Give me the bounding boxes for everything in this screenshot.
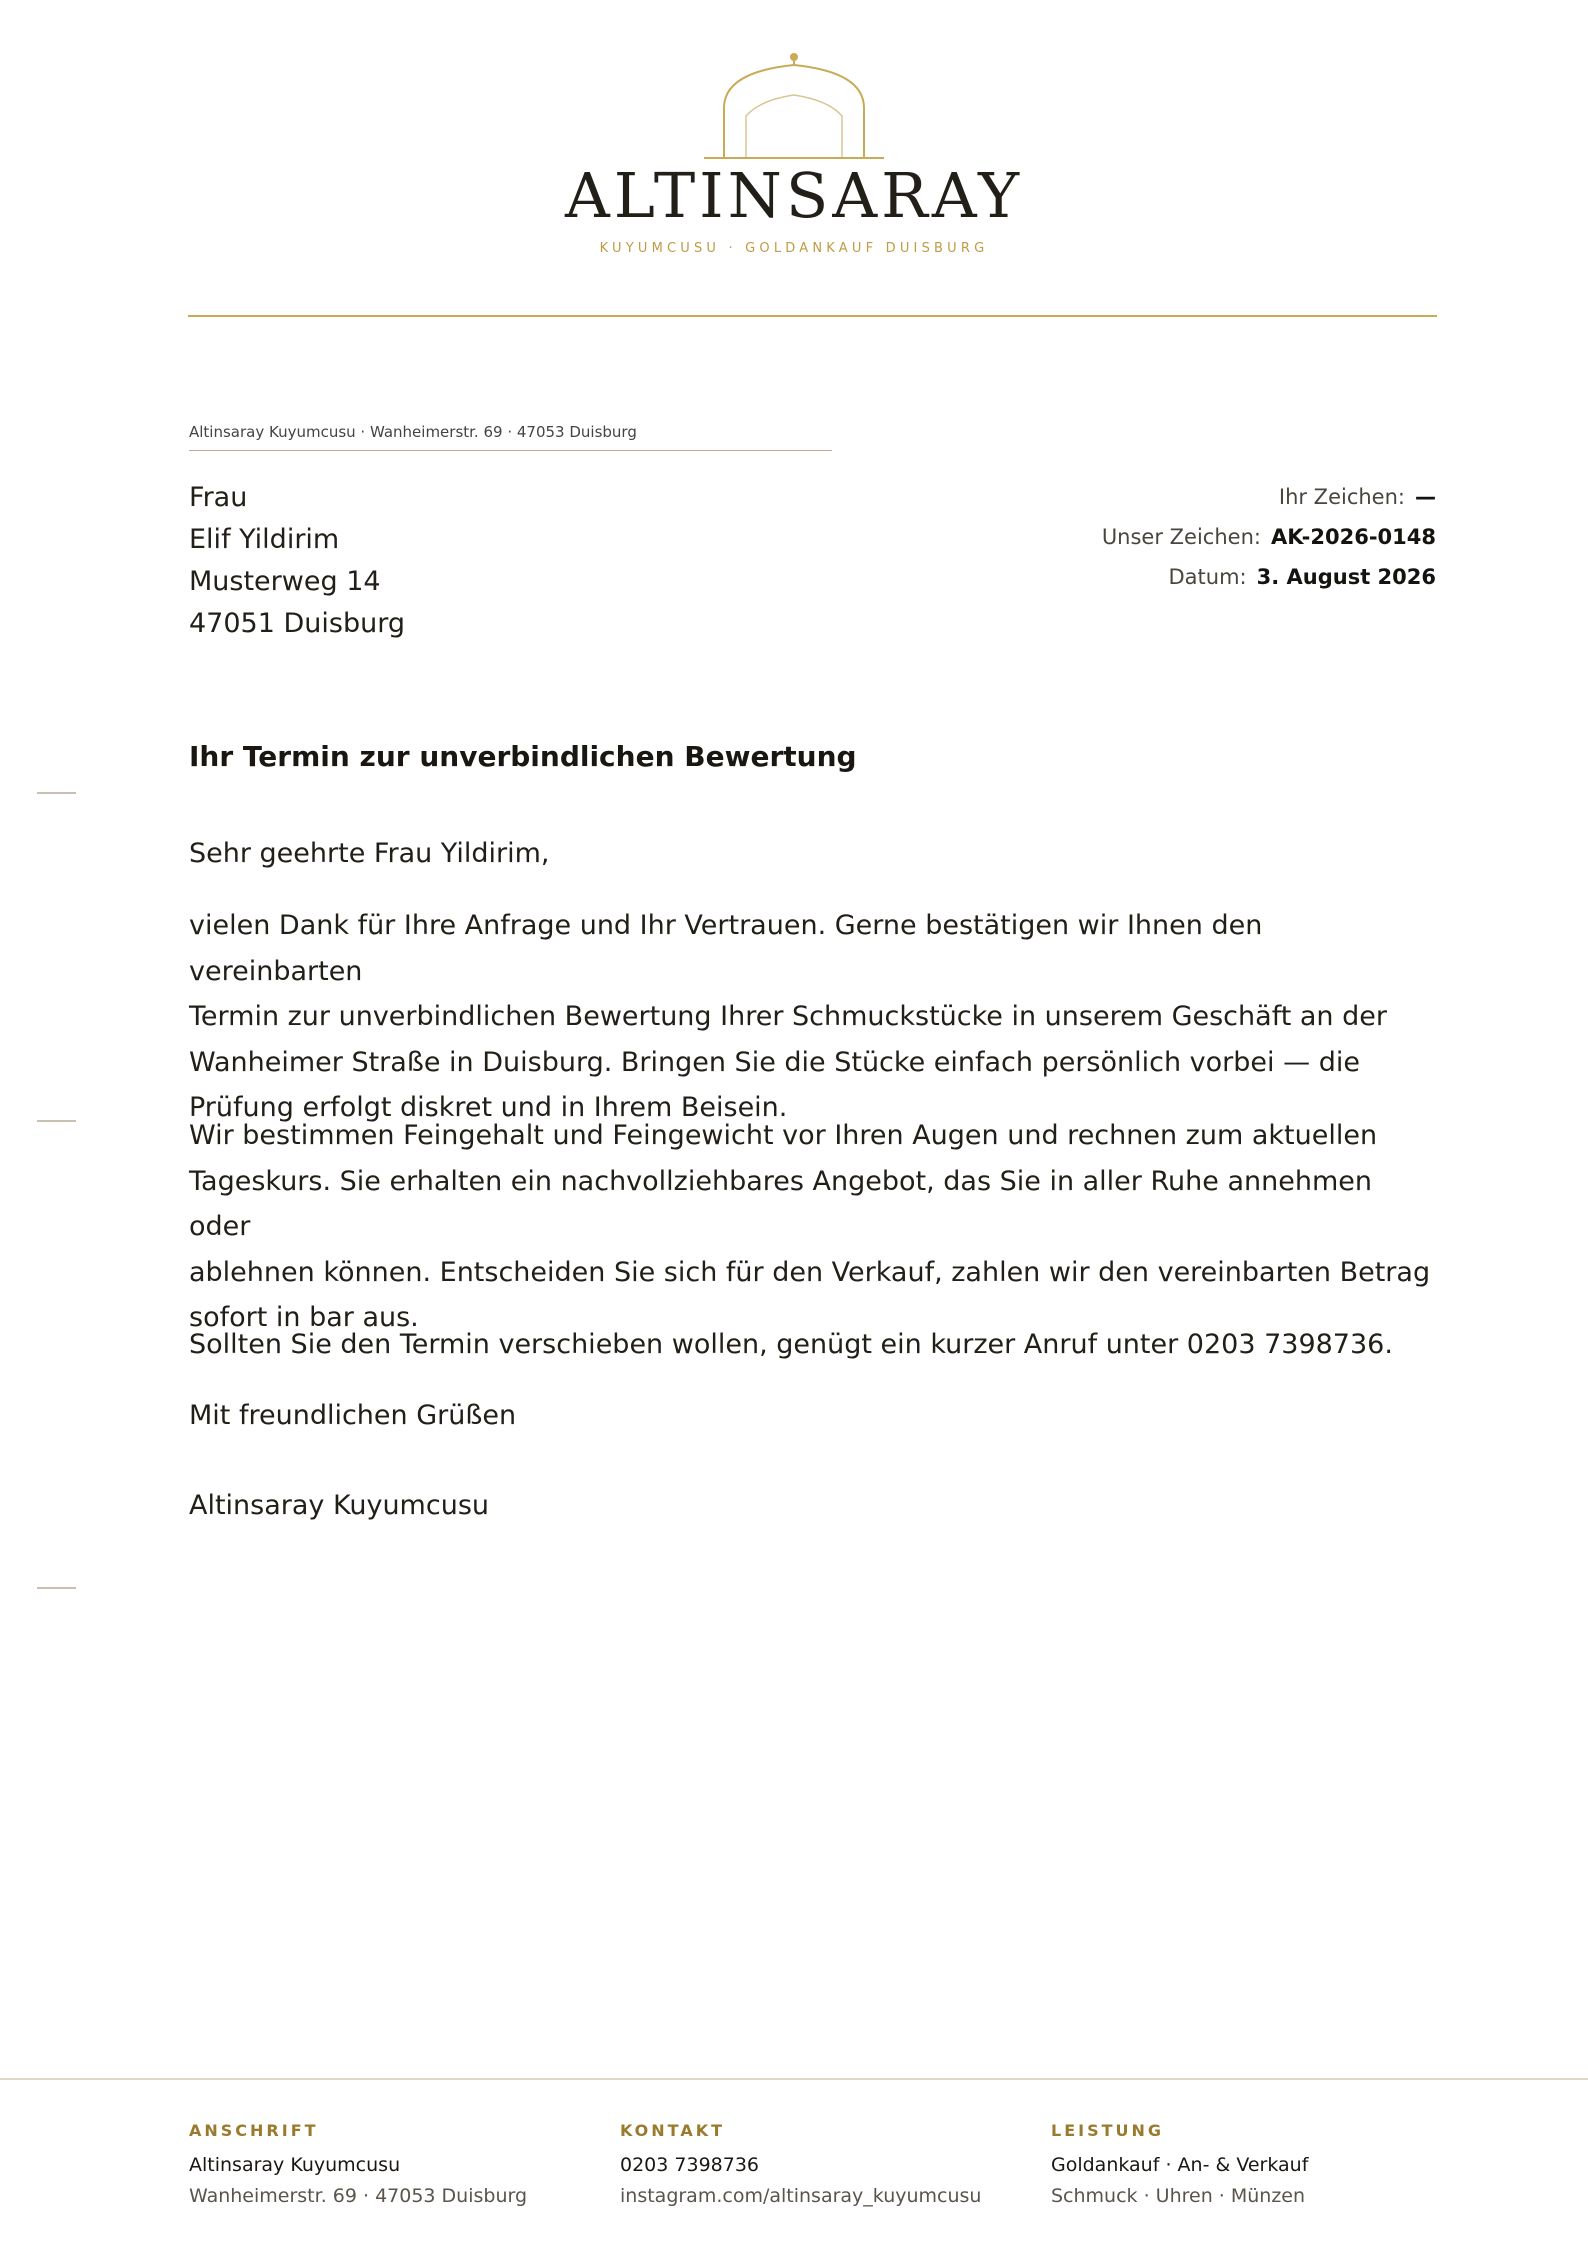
paragraph-line: Termin zur unverbindlichen Bewertung Ihrer Schmuckstücke in unserem Geschäft an der xyxy=(189,1001,1387,1032)
fold-mark xyxy=(37,792,76,794)
paragraph-line: Wanheimer Straße in Duisburg. Bringen Sie die Stücke einfach persönlich vorbei — die xyxy=(189,1046,1360,1078)
fold-mark xyxy=(37,1120,76,1122)
recipient-city: 47051 Duisburg xyxy=(189,608,405,639)
brand-tagline: KUYUMCUSU · GOLDANKAUF DUISBURG xyxy=(599,241,989,256)
footer-phone: 0203 7398736 xyxy=(620,2154,760,2176)
ref-label: Datum: xyxy=(1168,565,1247,589)
recipient-address xyxy=(189,477,405,645)
letter-signature: Altinsaray Kuyumcusu xyxy=(189,1490,489,1521)
ref-label: Ihr Zeichen: xyxy=(1278,485,1405,509)
body-paragraph-1 xyxy=(189,903,1439,1131)
footer-contact xyxy=(620,2121,981,2210)
footer-line: Wanheimerstr. 69 · 47053 Duisburg xyxy=(189,2185,528,2207)
paragraph-line: sofort in bar aus. xyxy=(189,1302,419,1333)
recipient-street: Musterweg 14 xyxy=(189,566,381,597)
footer-heading: LEISTUNG xyxy=(1051,2121,1165,2140)
ref-value: AK-2026-0148 xyxy=(1270,525,1436,549)
ref-label: Unser Zeichen: xyxy=(1101,525,1261,549)
letter-subject: Ihr Termin zur unverbindlichen Bewertung xyxy=(189,740,857,773)
paragraph-line: Prüfung erfolgt diskret und in Ihrem Beisein. xyxy=(189,1092,788,1123)
ref-value: 3. August 2026 xyxy=(1256,565,1436,589)
header-divider xyxy=(188,315,1437,317)
footer-address xyxy=(189,2121,527,2210)
fold-mark xyxy=(37,1587,76,1589)
ref-unser-zeichen xyxy=(1102,517,1436,557)
dome-icon xyxy=(690,50,898,160)
letter-salutation: Sehr geehrte Frau Yildirim, xyxy=(189,838,550,869)
paragraph-line: ablehnen können. Entscheiden Sie sich für den Verkauf, zahlen wir den vereinbarten Betrag xyxy=(189,1256,1431,1288)
paragraph-line: vielen Dank für Ihre Anfrage und Ihr Vertrauen. Gerne bestätigen wir Ihnen den vereinbarten xyxy=(189,910,1263,987)
body-paragraph-3: Sollten Sie den Termin verschieben wollen, genügt ein kurzer Anruf unter 0203 7398736. xyxy=(189,1329,1393,1360)
footer-instagram-link: instagram.com/altinsaray_kuyumcusu xyxy=(620,2185,982,2207)
sender-divider xyxy=(189,450,832,451)
brand-name: ALTINSARAY xyxy=(564,159,1024,232)
footer-heading: KONTAKT xyxy=(620,2121,726,2140)
ref-ihr-zeichen xyxy=(1102,477,1436,517)
body-paragraph-2 xyxy=(189,1113,1439,1341)
reference-block xyxy=(1102,477,1436,597)
paragraph-line: Wir bestimmen Feingehalt und Feingewicht vor Ihren Augen und rechnen zum aktuellen xyxy=(189,1120,1378,1151)
letter-closing: Mit freundlichen Grüßen xyxy=(189,1400,517,1431)
ref-value: — xyxy=(1415,485,1436,509)
footer-service xyxy=(1051,2121,1308,2210)
footer-line: Goldankauf · An- & Verkauf xyxy=(1051,2154,1309,2176)
footer-line: Schmuck · Uhren · Münzen xyxy=(1051,2185,1306,2207)
footer-divider xyxy=(0,2078,1588,2080)
recipient-salutation: Frau xyxy=(189,482,248,513)
ref-datum xyxy=(1102,557,1436,597)
recipient-name: Elif Yildirim xyxy=(189,524,340,555)
footer-heading: ANSCHRIFT xyxy=(189,2121,319,2140)
paragraph-line: Tageskurs. Sie erhalten ein nachvollziehbares Angebot, das Sie in aller Ruhe annehmen oder xyxy=(189,1165,1372,1242)
sender-return-address: Altinsaray Kuyumcusu · Wanheimerstr. 69 · 47053 Duisburg xyxy=(189,423,637,441)
footer-line: Altinsaray Kuyumcusu xyxy=(189,2154,401,2176)
